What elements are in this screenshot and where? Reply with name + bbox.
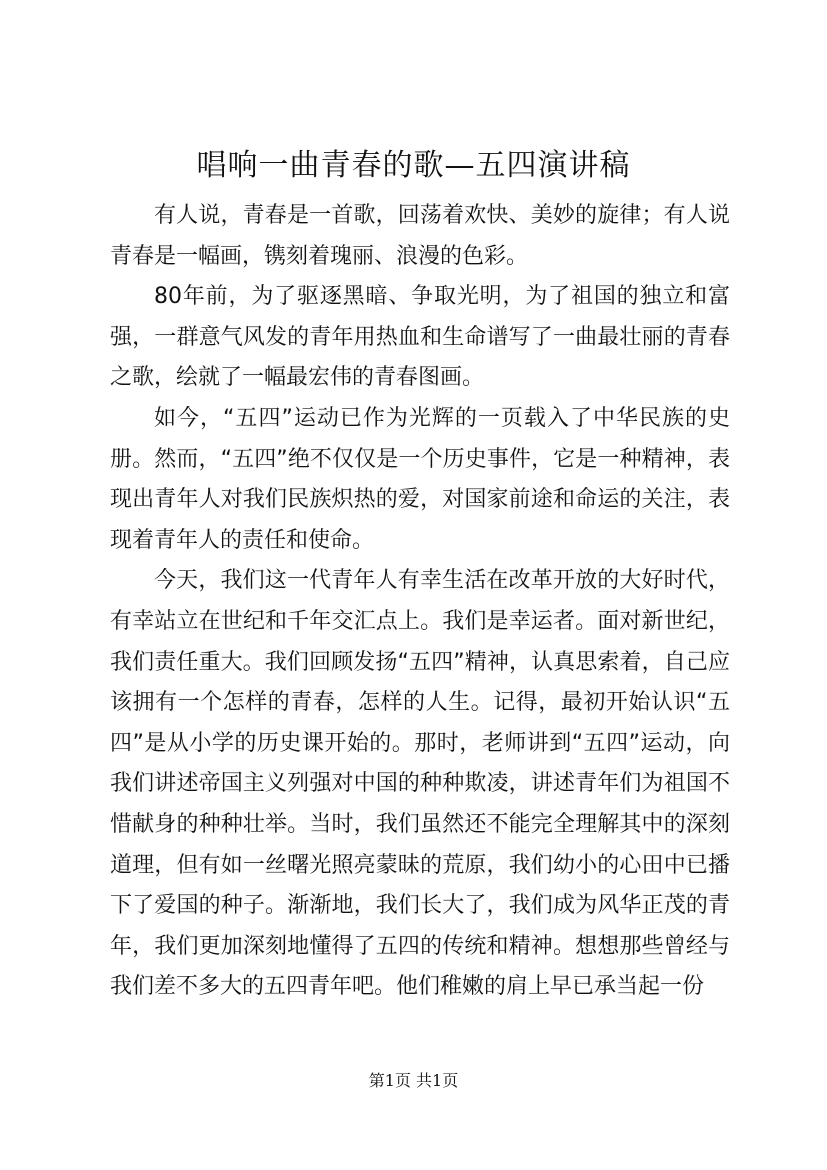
document-body xyxy=(110,196,730,1008)
page-footer: 第1页 共1页 xyxy=(368,1071,459,1090)
paragraph-4: 今天，我们这一代青年人有幸生活在改革开放的大好时代，有幸站立在世纪和千年交汇点上。我们是幸运者。面对新世纪，我们责任重大。我们回顾发扬“五四”精神，认真思索着，自己应该拥有一个怎样的青春，怎样的人生。记得，最初开始认识“五四”是从小学的历史课开始的。那时，老师讲到“五四”运动，向我们讲述帝国主义列强对中国的种种欺凌，讲述青年们为祖国不惜献身的种种壮举。当时，我们虽然还不能完全理解其中的深刻道理，但有如一丝曙光照亮蒙昧的荒原，我们幼小的心田中已播下了爱国的种子。渐渐地，我们长大了，我们成为风华正茂的青年，我们更加深刻地懂得了五四的传统和精神。想想那些曾经与我们差不多大的五四青年吧。他们稚嫩的肩上早已承当起一份 xyxy=(110,568,730,1000)
paragraph-3: 如今，“五四”运动已作为光辉的一页载入了中华民族的史册。然而，“五四”绝不仅仅是一个历史事件，它是一种精神，表现出青年人对我们民族炽热的爱，对国家前途和命运的关注，表现着青年人的责任和使命。 xyxy=(110,405,730,553)
paragraph-1: 有人说，青春是一首歌，回荡着欢快、美妙的旋律；有人说青春是一幅画，镌刻着瑰丽、浪漫的色彩。 xyxy=(110,203,730,269)
paragraph-2: 80年前，为了驱逐黑暗、争取光明，为了祖国的独立和富强，一群意气风发的青年用热血和生命谱写了一曲最壮丽的青春之歌，绘就了一幅最宏伟的青春图画。 xyxy=(110,284,730,391)
page-title: 唱响一曲青春的歌—五四演讲稿 xyxy=(196,148,631,183)
